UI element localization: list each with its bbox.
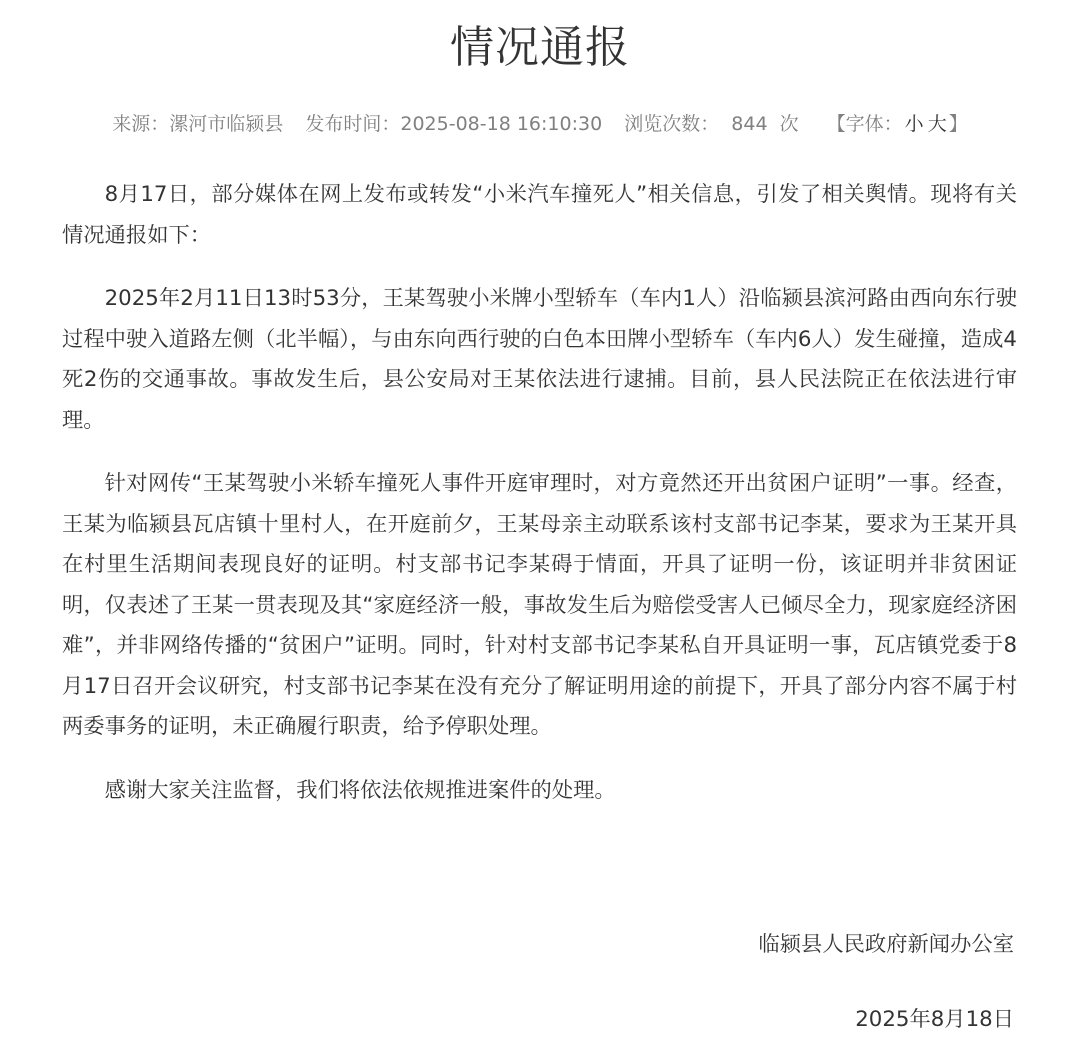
font-size-control [827, 113, 968, 135]
views-label: 浏览次数： [624, 113, 720, 135]
views-unit: 次 [779, 113, 799, 135]
paragraph-certificate: 针对网传“王某驾驶小米轿车撞死人事件开庭审理时，对方竟然还开出贫困户证明”一事。经查，王某为临颍县瓦店镇十里村人，在开庭前夕，王某母亲主动联系该村支部书记李某，要求为王某开具在村里生活期间表现良好的证明。村支部书记李某碍于情面，开具了证明一份，该证明并非贫困证明，仅表述了王某一贯表现及其“家庭经济一般，事故发生后为赔偿受害人已倾尽全力，现家庭经济困难”，并非网络传播的“贫困户”证明。同时，针对村支部书记李某私自开具证明一事，瓦店镇党委于8月17日召开会议研究，村支部书记李某在没有充分了解证明用途的前提下，开具了部分内容不属于村两委事务的证明，未正确履行职责，给予停职处理。 [62, 471, 1017, 739]
source-info [112, 113, 283, 135]
publish-time: 2025-08-18 16:10:30 [400, 113, 603, 135]
source-label: 来源： [112, 113, 170, 135]
views-count: 844 [731, 113, 768, 135]
source-value: 漯河市临颍县 [169, 113, 284, 135]
issue-date: 2025年8月18日 [855, 1007, 1014, 1032]
font-large-button[interactable]: 大 [927, 113, 947, 135]
paragraph-accident: 2025年2月11日13时53分，王某驾驶小米牌小型轿车（车内1人）沿临颍县滨河路由西向东行驶过程中驶入道路左侧（北半幅），与由东向西行驶的白色本田牌小型轿车（车内6人）发生碰撞，造成4死2伤的交通事故。事故发生后，县公安局对王某依法进行逮捕。目前，县人民法院正在依法进行审理。 [62, 286, 1017, 433]
paragraph-intro: 8月17日，部分媒体在网上发布或转发“小米汽车撞死人”相关信息，引发了相关舆情。现将有关情况通报如下： [62, 182, 1017, 248]
font-size-close: 】 [948, 113, 968, 135]
publish-info [305, 113, 602, 135]
font-size-label: 【字体： [826, 113, 903, 135]
page-title: 情况通报 [450, 22, 630, 73]
issuer-signature: 临颍县人民政府新闻办公室 [758, 932, 1014, 957]
publish-label: 发布时间： [305, 113, 401, 135]
font-small-button[interactable]: 小 [904, 113, 924, 135]
article-body [62, 175, 1017, 834]
paragraph-closing: 感谢大家关注监督，我们将依法依规推进案件的处理。 [104, 777, 616, 803]
views-info [624, 113, 798, 135]
article-meta [0, 108, 1080, 140]
